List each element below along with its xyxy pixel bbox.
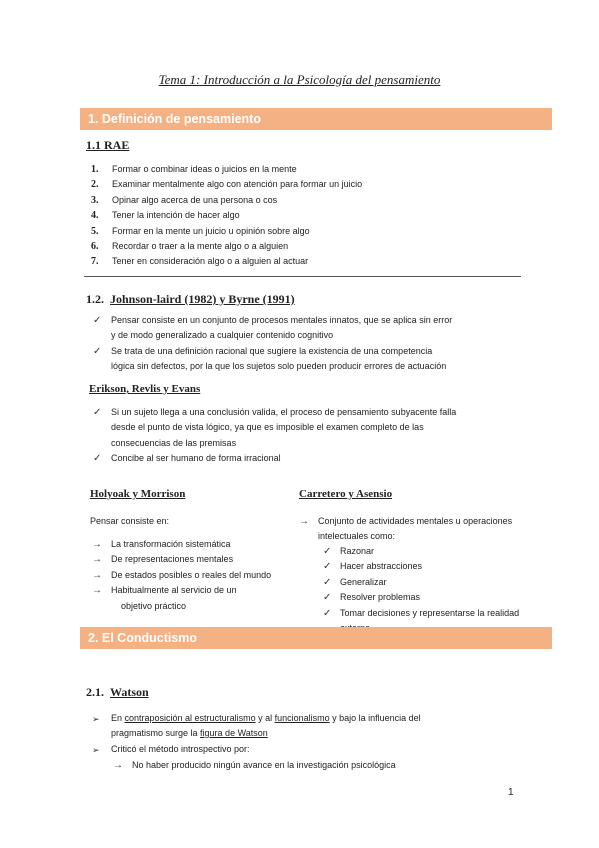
list-item: y de modo generalizado a cualquier contenido cognitivo xyxy=(111,330,334,341)
holyoak-intro: Pensar consiste en: xyxy=(90,516,170,526)
list-item: consecuencias de las premisas xyxy=(111,437,237,448)
triangle-bullet-icon: ➢ xyxy=(92,714,100,724)
check-icon: ✓ xyxy=(93,345,102,357)
document-title: Tema 1: Introducción a la Psicología del pensamiento xyxy=(158,72,441,87)
list-item: Generalizar xyxy=(340,576,387,587)
list-item: Examinar mentalmente algo con atención para formar un juicio xyxy=(112,179,363,190)
list-item: desde el punto de vista lógico, ya que es imposible el examen completo de las xyxy=(111,422,424,433)
divider xyxy=(84,276,521,277)
watson-paragraph-1: En contraposición al estructuralismo y al funcionalismo y bajo la influencia del xyxy=(111,713,421,723)
list-number: 1. xyxy=(91,164,99,175)
check-icon: ✓ xyxy=(93,407,102,418)
watson-sub-item: No haber producido ningún avance en la investigación psicológica xyxy=(132,760,396,770)
list-item: objetivo práctico xyxy=(121,600,187,611)
arrow-icon: → xyxy=(92,569,102,581)
arrow-icon: → xyxy=(92,539,102,550)
section-heading-2: 2. El Conductismo xyxy=(80,627,552,649)
check-icon: ✓ xyxy=(323,546,332,557)
list-number: 4. xyxy=(91,210,99,222)
triangle-bullet-icon: ➢ xyxy=(92,745,100,755)
list-item: Hacer abstracciones xyxy=(340,561,423,572)
list-item: Concibe al ser humano de forma irracional xyxy=(111,453,281,464)
list-item: Tener la intención de hacer algo xyxy=(112,210,240,221)
check-icon: ✓ xyxy=(323,592,332,604)
list-item: La transformación sistemática xyxy=(111,539,231,549)
list-number: 5. xyxy=(91,225,99,237)
list-item: Recordar o traer a la mente algo o a alguien xyxy=(112,241,289,251)
carretero-heading: Carretero y Asensio xyxy=(299,488,393,500)
page-number: 1 xyxy=(508,787,514,798)
list-item: Formar en la mente un juicio u opinión sobre algo xyxy=(112,225,310,236)
check-icon: ✓ xyxy=(323,607,332,619)
list-number: 7. xyxy=(91,256,99,268)
carretero-intro-line1: Conjunto de actividades mentales u operaciones xyxy=(318,516,513,526)
list-item: Pensar consiste en un conjunto de procesos mentales innatos, que se aplica sin error xyxy=(111,315,453,325)
list-item: De representaciones mentales xyxy=(111,554,234,565)
list-item: Opinar algo acerca de una persona o cos xyxy=(112,194,278,205)
rae-heading: 1.1 RAE xyxy=(86,138,130,152)
list-item: Si un sujeto llega a una conclusión valida, el proceso de pensamiento subyacente falla xyxy=(111,407,457,417)
list-item: Tomar decisiones y representarse la realidad xyxy=(340,607,520,618)
list-item: Tener en consideración algo o a alguien al actuar xyxy=(112,256,309,267)
check-icon: ✓ xyxy=(323,561,332,573)
arrow-icon: → xyxy=(92,585,102,597)
list-item: Se trata de una definición racional que sugiere la existencia de una competencia xyxy=(111,345,433,356)
check-icon: ✓ xyxy=(93,453,102,465)
watson-paragraph-2: Criticó el método introspectivo por: xyxy=(111,744,250,754)
check-icon: ✓ xyxy=(323,576,332,588)
list-item: De estados posibles o reales del mundo xyxy=(111,569,272,580)
arrow-icon: → xyxy=(299,516,309,527)
watson-paragraph-1-line2: pragmatismo surge la figura de Watson xyxy=(111,728,268,738)
arrow-icon: → xyxy=(113,760,123,771)
johnson-heading: 1.2. Johnson-laird (1982) y Byrne (1991) xyxy=(86,292,295,306)
check-icon: ✓ xyxy=(93,315,102,326)
list-item: Formar o combinar ideas o juicios en la mente xyxy=(112,164,297,174)
list-item: lógica sin defectos, por la que los sujetos solo pueden producir errores de actuación xyxy=(111,361,447,372)
list-number: 3. xyxy=(91,194,99,206)
watson-heading: 2.1. Watson xyxy=(86,685,149,699)
list-number: 6. xyxy=(91,241,99,252)
section-heading-1: 1. Definición de pensamiento xyxy=(80,108,552,130)
list-item: Habitualmente al servicio de un xyxy=(111,585,237,596)
list-item: Razonar xyxy=(340,546,375,556)
erikson-heading: Erikson, Revlis y Evans xyxy=(89,383,201,395)
list-number: 2. xyxy=(91,179,99,191)
holyoak-heading: Holyoak y Morrison xyxy=(90,488,186,500)
list-item: Resolver problemas xyxy=(340,592,421,603)
carretero-intro-line2: intelectuales como: xyxy=(318,531,396,541)
arrow-icon: → xyxy=(92,554,102,566)
